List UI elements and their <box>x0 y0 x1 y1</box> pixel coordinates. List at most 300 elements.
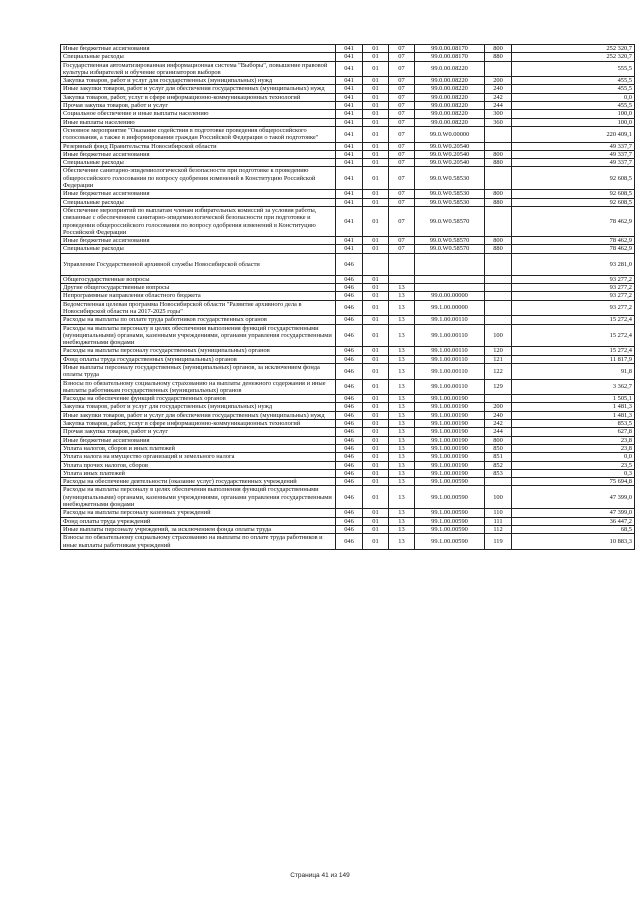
row-subsection-code: 13 <box>389 420 415 428</box>
table-row <box>61 150 635 158</box>
row-amount: 11 817,9 <box>512 355 635 363</box>
row-section-code: 01 <box>363 478 389 486</box>
row-name: Резервный фонд Правительства Новосибирской области <box>61 142 336 150</box>
row-expense-type: 120 <box>485 347 512 355</box>
row-target-code: 99.1.00.00110 <box>415 363 485 379</box>
row-expense-type: 880 <box>485 245 512 253</box>
row-name: Другие общегосударственные вопросы <box>61 284 336 292</box>
table-row <box>61 453 635 461</box>
row-subsection-code: 07 <box>389 61 415 77</box>
table-row <box>61 347 635 355</box>
row-section-code: 01 <box>363 102 389 110</box>
table-row <box>61 45 635 53</box>
row-expense-type: 200 <box>485 77 512 85</box>
row-section-code: 01 <box>363 347 389 355</box>
row-amount: 15 272,4 <box>512 316 635 324</box>
row-amount: 78 462,9 <box>512 237 635 245</box>
row-target-code: 99.0.00.08220 <box>415 110 485 118</box>
row-expense-type <box>485 126 512 142</box>
row-subsection-code: 07 <box>389 245 415 253</box>
row-amount: 93 277,2 <box>512 275 635 283</box>
row-amount: 455,5 <box>512 102 635 110</box>
row-target-code: 99.1.00.00190 <box>415 395 485 403</box>
row-ved-code: 046 <box>336 478 363 486</box>
row-target-code: 99.1.00.00590 <box>415 534 485 550</box>
page-number: Страница 41 из 149 <box>290 872 350 879</box>
row-target-code: 99.0.00.00000 <box>415 292 485 300</box>
row-target-code: 99.0.W0.58530 <box>415 190 485 198</box>
table-row <box>61 206 635 236</box>
budget-page <box>60 44 638 550</box>
row-name: Иные бюджетные ассигнования <box>61 436 336 444</box>
row-expense-type <box>485 167 512 190</box>
row-ved-code: 046 <box>336 461 363 469</box>
row-target-code: 99.0.W0.20540 <box>415 150 485 158</box>
table-row <box>61 118 635 126</box>
table-row <box>61 363 635 379</box>
row-section-code: 01 <box>363 110 389 118</box>
row-name: Иные закупки товаров, работ и услуг для обеспечения государственных (муниципальных) нужд <box>61 411 336 419</box>
row-ved-code: 046 <box>336 509 363 517</box>
row-expense-type <box>485 284 512 292</box>
row-name: Расходы на выплаты персоналу государственных (муниципальных) органов <box>61 347 336 355</box>
row-target-code: 99.1.00.00110 <box>415 355 485 363</box>
row-amount: 23,5 <box>512 461 635 469</box>
table-row <box>61 53 635 61</box>
row-section-code: 01 <box>363 403 389 411</box>
row-subsection-code: 13 <box>389 453 415 461</box>
row-expense-type <box>485 316 512 324</box>
table-row <box>61 517 635 525</box>
row-section-code: 01 <box>363 509 389 517</box>
table-row <box>61 126 635 142</box>
row-subsection-code: 13 <box>389 509 415 517</box>
row-subsection-code: 13 <box>389 292 415 300</box>
row-target-code: 99.0.W0.20540 <box>415 159 485 167</box>
row-ved-code: 041 <box>336 206 363 236</box>
row-target-code: 99.1.00.00110 <box>415 347 485 355</box>
row-ved-code: 046 <box>336 420 363 428</box>
row-section-code: 01 <box>363 85 389 93</box>
table-row <box>61 436 635 444</box>
row-ved-code: 041 <box>336 245 363 253</box>
row-amount: 220 409,1 <box>512 126 635 142</box>
row-subsection-code: 07 <box>389 118 415 126</box>
row-ved-code: 046 <box>336 395 363 403</box>
row-section-code: 01 <box>363 45 389 53</box>
row-section-code <box>363 253 389 275</box>
row-expense-type: 129 <box>485 379 512 395</box>
table-row <box>61 486 635 509</box>
row-ved-code: 041 <box>336 77 363 85</box>
row-amount: 627,8 <box>512 428 635 436</box>
table-row <box>61 275 635 283</box>
row-target-code: 99.1.00.00190 <box>415 436 485 444</box>
row-section-code: 01 <box>363 534 389 550</box>
row-amount: 78 462,9 <box>512 245 635 253</box>
row-ved-code: 041 <box>336 118 363 126</box>
row-section-code: 01 <box>363 486 389 509</box>
table-row <box>61 284 635 292</box>
row-ved-code: 046 <box>336 292 363 300</box>
row-ved-code: 041 <box>336 150 363 158</box>
row-ved-code: 041 <box>336 93 363 101</box>
row-expense-type: 244 <box>485 428 512 436</box>
row-ved-code: 046 <box>336 453 363 461</box>
row-expense-type <box>485 395 512 403</box>
row-expense-type: 880 <box>485 159 512 167</box>
table-row <box>61 167 635 190</box>
row-amount: 15 272,4 <box>512 347 635 355</box>
table-row <box>61 61 635 77</box>
row-expense-type: 300 <box>485 110 512 118</box>
row-amount: 49 337,7 <box>512 150 635 158</box>
row-name: Специальные расходы <box>61 159 336 167</box>
row-amount: 92 608,5 <box>512 190 635 198</box>
row-ved-code: 046 <box>336 486 363 509</box>
row-target-code: 99.0.W0.00000 <box>415 126 485 142</box>
row-name: Уплата налога на имущество организаций и земельного налога <box>61 453 336 461</box>
row-target-code: 99.1.00.00190 <box>415 420 485 428</box>
table-row <box>61 93 635 101</box>
row-target-code: 99.0.W0.58570 <box>415 206 485 236</box>
row-expense-type: 119 <box>485 534 512 550</box>
row-name: Прочая закупка товаров, работ и услуг <box>61 102 336 110</box>
row-ved-code: 046 <box>336 444 363 452</box>
row-name: Уплата иных платежей <box>61 469 336 477</box>
row-ved-code: 041 <box>336 102 363 110</box>
row-target-code: 99.0.00.08220 <box>415 118 485 126</box>
row-expense-type: 100 <box>485 486 512 509</box>
row-expense-type <box>485 206 512 236</box>
row-amount: 91,8 <box>512 363 635 379</box>
row-subsection-code: 13 <box>389 379 415 395</box>
row-section-code: 01 <box>363 469 389 477</box>
row-target-code: 99.0.W0.58530 <box>415 198 485 206</box>
row-amount: 0,0 <box>512 93 635 101</box>
row-expense-type <box>485 142 512 150</box>
row-expense-type: 242 <box>485 93 512 101</box>
row-amount: 47 399,0 <box>512 486 635 509</box>
row-name: Ведомственная целевая программа Новосибирской области "Развитие архивного дела в Новосибирской области на 2017-2025 годы" <box>61 300 336 316</box>
table-row <box>61 253 635 275</box>
row-amount: 1 505,1 <box>512 395 635 403</box>
row-subsection-code: 13 <box>389 534 415 550</box>
row-amount: 93 281,0 <box>512 253 635 275</box>
row-target-code: 99.0.00.08220 <box>415 102 485 110</box>
row-ved-code: 046 <box>336 411 363 419</box>
row-expense-type: 111 <box>485 517 512 525</box>
row-ved-code: 041 <box>336 190 363 198</box>
row-amount: 47 399,0 <box>512 509 635 517</box>
row-section-code: 01 <box>363 363 389 379</box>
row-amount: 49 337,7 <box>512 142 635 150</box>
row-target-code: 99.1.00.00190 <box>415 461 485 469</box>
row-target-code <box>415 275 485 283</box>
row-subsection-code: 13 <box>389 444 415 452</box>
row-expense-type: 852 <box>485 461 512 469</box>
row-ved-code: 041 <box>336 126 363 142</box>
row-target-code: 99.0.00.08220 <box>415 61 485 77</box>
row-expense-type: 240 <box>485 411 512 419</box>
table-row <box>61 355 635 363</box>
row-ved-code: 041 <box>336 45 363 53</box>
row-amount: 3 362,7 <box>512 379 635 395</box>
row-target-code <box>415 253 485 275</box>
row-section-code: 01 <box>363 245 389 253</box>
row-section-code: 01 <box>363 444 389 452</box>
row-subsection-code: 13 <box>389 316 415 324</box>
row-amount: 555,5 <box>512 61 635 77</box>
row-target-code: 99.1.00.00590 <box>415 517 485 525</box>
budget-table <box>60 44 635 550</box>
row-subsection-code: 13 <box>389 411 415 419</box>
row-name: Расходы на выплаты персоналу в целях обеспечения выполнения функций государственными (муниципальными) органами, казенными учреждениями, органами управления государственными внебюджетными фондами <box>61 324 336 347</box>
row-section-code: 01 <box>363 167 389 190</box>
row-ved-code: 046 <box>336 363 363 379</box>
row-section-code: 01 <box>363 159 389 167</box>
row-expense-type: 110 <box>485 509 512 517</box>
row-expense-type: 851 <box>485 453 512 461</box>
row-target-code: 99.1.00.00190 <box>415 411 485 419</box>
row-subsection-code: 07 <box>389 110 415 118</box>
row-name: Закупка товаров, работ и услуг для государственных (муниципальных) нужд <box>61 77 336 85</box>
row-amount: 93 277,2 <box>512 300 635 316</box>
row-ved-code: 046 <box>336 428 363 436</box>
row-name: Фонд оплаты труда учреждений <box>61 517 336 525</box>
row-ved-code: 046 <box>336 355 363 363</box>
row-amount: 23,8 <box>512 444 635 452</box>
table-row <box>61 525 635 533</box>
row-ved-code: 046 <box>336 379 363 395</box>
row-target-code: 99.1.00.00190 <box>415 403 485 411</box>
row-target-code: 99.1.00.00190 <box>415 469 485 477</box>
table-row <box>61 85 635 93</box>
row-expense-type: 880 <box>485 53 512 61</box>
row-expense-type: 800 <box>485 436 512 444</box>
row-target-code: 99.0.00.08220 <box>415 77 485 85</box>
row-target-code: 99.0.W0.20540 <box>415 142 485 150</box>
row-subsection-code: 07 <box>389 142 415 150</box>
row-target-code: 99.0.W0.58570 <box>415 237 485 245</box>
row-expense-type: 800 <box>485 45 512 53</box>
row-name: Специальные расходы <box>61 245 336 253</box>
row-name: Прочая закупка товаров, работ и услуг <box>61 428 336 436</box>
row-section-code: 01 <box>363 525 389 533</box>
row-name: Обеспечение санитарно-эпидемиологической безопасности при подготовке к проведению общероссийского голосования по вопросу одобрения изменений в Конституцию Российской Федерации <box>61 167 336 190</box>
row-section-code: 01 <box>363 53 389 61</box>
row-ved-code: 041 <box>336 61 363 77</box>
row-amount: 92 608,5 <box>512 167 635 190</box>
row-name: Специальные расходы <box>61 53 336 61</box>
row-subsection-code <box>389 253 415 275</box>
row-name: Закупка товаров, работ, услуг в сфере информационно-коммуникационных технологий <box>61 420 336 428</box>
row-name: Уплата прочих налогов, сборов <box>61 461 336 469</box>
row-target-code: 99.1.00.00110 <box>415 324 485 347</box>
row-section-code: 01 <box>363 150 389 158</box>
table-row <box>61 469 635 477</box>
row-ved-code: 041 <box>336 85 363 93</box>
row-ved-code: 046 <box>336 517 363 525</box>
row-subsection-code: 07 <box>389 53 415 61</box>
row-name: Основное мероприятие "Оказание содействия в подготовке проведения общероссийского голосования, а также в информировании граждан Российской Федерации о такой подготовке" <box>61 126 336 142</box>
row-subsection-code: 07 <box>389 198 415 206</box>
row-subsection-code: 13 <box>389 517 415 525</box>
table-row <box>61 159 635 167</box>
row-ved-code: 041 <box>336 167 363 190</box>
row-subsection-code: 07 <box>389 102 415 110</box>
row-expense-type: 242 <box>485 420 512 428</box>
row-amount: 93 277,2 <box>512 292 635 300</box>
row-name: Управление Государственной архивной службы Новосибирской области <box>61 253 336 275</box>
row-subsection-code: 07 <box>389 93 415 101</box>
row-amount: 0,0 <box>512 453 635 461</box>
row-name: Общегосударственные вопросы <box>61 275 336 283</box>
row-subsection-code: 07 <box>389 85 415 93</box>
row-amount: 1 481,3 <box>512 403 635 411</box>
table-row <box>61 292 635 300</box>
row-section-code: 01 <box>363 436 389 444</box>
row-section-code: 01 <box>363 461 389 469</box>
table-row <box>61 324 635 347</box>
table-row <box>61 198 635 206</box>
row-name: Иные выплаты персоналу государственных (муниципальных) органов, за исключением фонда оплаты труда <box>61 363 336 379</box>
row-expense-type <box>485 61 512 77</box>
row-ved-code: 046 <box>336 403 363 411</box>
row-amount: 455,5 <box>512 85 635 93</box>
row-section-code: 01 <box>363 237 389 245</box>
row-subsection-code: 13 <box>389 469 415 477</box>
row-section-code: 01 <box>363 292 389 300</box>
row-section-code: 01 <box>363 93 389 101</box>
table-row <box>61 534 635 550</box>
row-section-code: 01 <box>363 355 389 363</box>
row-expense-type <box>485 275 512 283</box>
row-name: Фонд оплаты труда государственных (муниципальных) органов <box>61 355 336 363</box>
table-row <box>61 77 635 85</box>
row-section-code: 01 <box>363 324 389 347</box>
row-subsection-code: 13 <box>389 355 415 363</box>
row-ved-code: 046 <box>336 284 363 292</box>
row-name: Иные бюджетные ассигнования <box>61 150 336 158</box>
row-amount: 252 320,7 <box>512 45 635 53</box>
row-amount: 252 320,7 <box>512 53 635 61</box>
row-section-code: 01 <box>363 275 389 283</box>
table-row <box>61 316 635 324</box>
row-ved-code: 046 <box>336 253 363 275</box>
row-expense-type: 880 <box>485 198 512 206</box>
row-section-code: 01 <box>363 517 389 525</box>
row-ved-code: 046 <box>336 300 363 316</box>
row-section-code: 01 <box>363 198 389 206</box>
row-name: Закупка товаров, работ, услуг в сфере информационно-коммуникационных технологий <box>61 93 336 101</box>
row-expense-type: 121 <box>485 355 512 363</box>
row-subsection-code: 07 <box>389 126 415 142</box>
row-target-code: 99.1.00.00110 <box>415 316 485 324</box>
row-subsection-code: 07 <box>389 45 415 53</box>
row-target-code: 99.0.00.08220 <box>415 93 485 101</box>
row-subsection-code: 07 <box>389 77 415 85</box>
row-subsection-code: 13 <box>389 324 415 347</box>
row-expense-type: 800 <box>485 190 512 198</box>
row-section-code: 01 <box>363 300 389 316</box>
row-ved-code: 041 <box>336 159 363 167</box>
row-section-code: 01 <box>363 420 389 428</box>
row-section-code: 01 <box>363 142 389 150</box>
row-ved-code: 041 <box>336 110 363 118</box>
row-section-code: 01 <box>363 61 389 77</box>
row-section-code: 01 <box>363 411 389 419</box>
row-target-code: 99.1.00.00590 <box>415 478 485 486</box>
row-target-code <box>415 284 485 292</box>
table-row <box>61 444 635 452</box>
row-target-code: 99.1.00.00190 <box>415 444 485 452</box>
row-section-code: 01 <box>363 428 389 436</box>
row-amount: 36 447,2 <box>512 517 635 525</box>
row-target-code: 99.1.00.00590 <box>415 525 485 533</box>
row-target-code: 99.0.00.08220 <box>415 85 485 93</box>
page-footer <box>0 872 640 879</box>
row-amount: 100,0 <box>512 110 635 118</box>
row-section-code: 01 <box>363 316 389 324</box>
row-expense-type: 200 <box>485 403 512 411</box>
row-target-code: 99.0.W0.58530 <box>415 167 485 190</box>
row-subsection-code: 13 <box>389 300 415 316</box>
row-ved-code: 046 <box>336 469 363 477</box>
row-section-code: 01 <box>363 453 389 461</box>
row-target-code: 99.1.00.00190 <box>415 453 485 461</box>
row-expense-type: 853 <box>485 469 512 477</box>
row-amount: 68,5 <box>512 525 635 533</box>
row-section-code: 01 <box>363 77 389 85</box>
table-row <box>61 428 635 436</box>
row-name: Взносы по обязательному социальному страхованию на выплаты денежного содержания и иные выплаты работникам государственных (муниципальных) органов <box>61 379 336 395</box>
row-expense-type: 100 <box>485 324 512 347</box>
row-expense-type: 244 <box>485 102 512 110</box>
table-row <box>61 300 635 316</box>
row-target-code: 99.1.00.00000 <box>415 300 485 316</box>
row-target-code: 99.1.00.00590 <box>415 509 485 517</box>
table-row <box>61 102 635 110</box>
row-subsection-code: 13 <box>389 403 415 411</box>
row-subsection-code: 07 <box>389 206 415 236</box>
row-amount: 75 694,8 <box>512 478 635 486</box>
row-amount: 23,8 <box>512 436 635 444</box>
row-expense-type: 850 <box>485 444 512 452</box>
row-name: Иные выплаты населению <box>61 118 336 126</box>
row-name: Закупка товаров, работ и услуг для государственных (муниципальных) нужд <box>61 403 336 411</box>
table-row <box>61 395 635 403</box>
row-name: Иные бюджетные ассигнования <box>61 190 336 198</box>
row-amount: 853,5 <box>512 420 635 428</box>
row-subsection-code: 13 <box>389 436 415 444</box>
row-subsection-code: 13 <box>389 395 415 403</box>
row-name: Иные закупки товаров, работ и услуг для обеспечения государственных (муниципальных) нужд <box>61 85 336 93</box>
row-name: Расходы на выплаты персоналу в целях обеспечения выполнения функций государственными (муниципальными) органами, казенными учреждениями, органами управления государственными внебюджетными фондами <box>61 486 336 509</box>
row-name: Обеспечение мероприятий по выплатам членам избирательных комиссий за условия работы, связанные с обеспечением санитарно-эпидемиологической безопасности при подготовке и проведении общероссийского голосования по вопросу одобрения изменений в Конституцию Российской Федерации <box>61 206 336 236</box>
row-name: Иные бюджетные ассигнования <box>61 237 336 245</box>
row-subsection-code: 13 <box>389 478 415 486</box>
row-ved-code: 046 <box>336 436 363 444</box>
row-subsection-code: 07 <box>389 190 415 198</box>
row-name: Иные выплаты персоналу учреждений, за исключением фонда оплаты труда <box>61 525 336 533</box>
row-section-code: 01 <box>363 126 389 142</box>
row-expense-type <box>485 253 512 275</box>
row-ved-code: 041 <box>336 237 363 245</box>
table-row <box>61 110 635 118</box>
table-row <box>61 245 635 253</box>
table-row <box>61 379 635 395</box>
